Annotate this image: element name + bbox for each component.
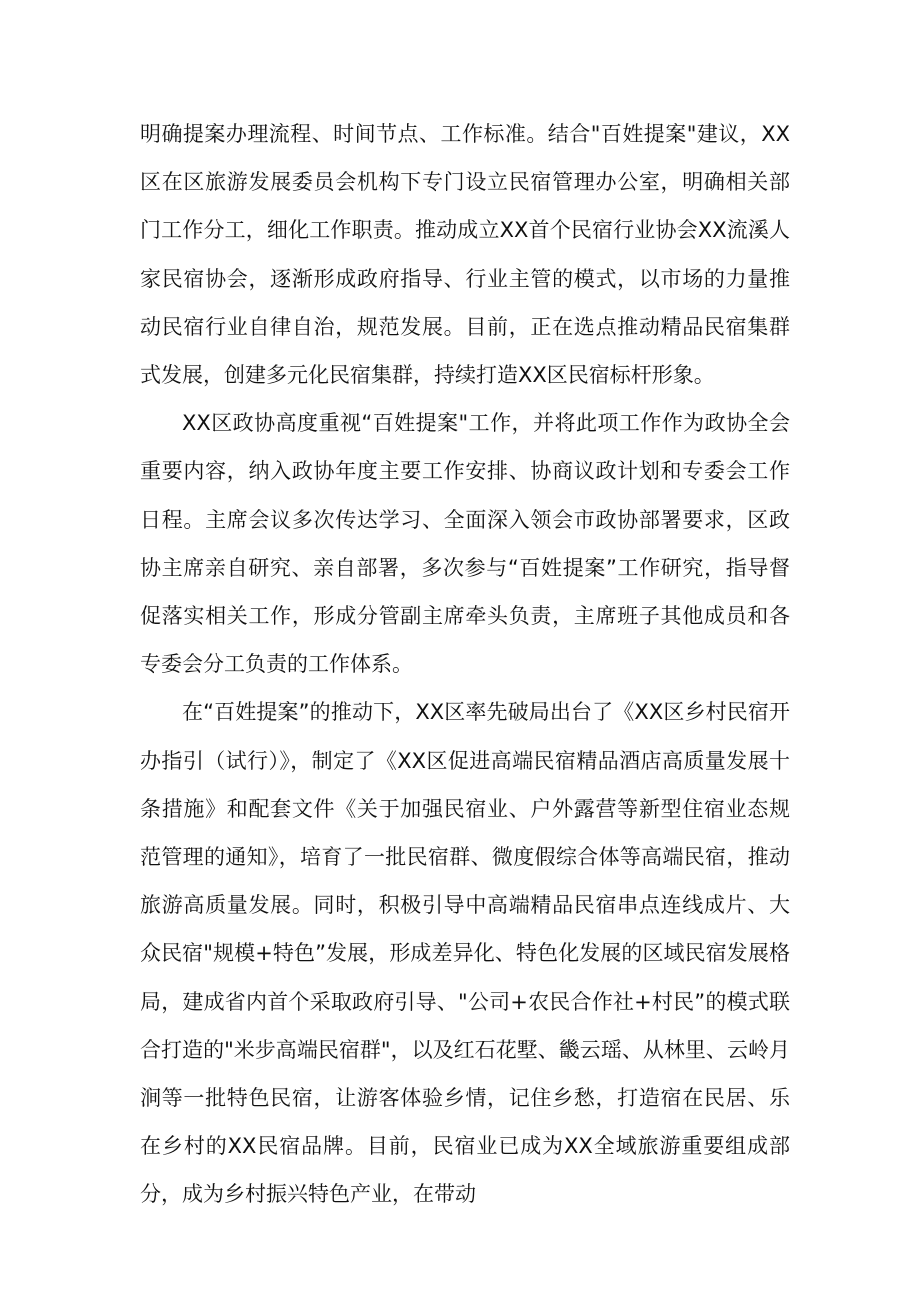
document-body [140,110,790,1219]
paragraph-3: 在“百姓提案”的推动下，XX区率先破局出台了《XX区乡村民宿开办指引（试行）》，制定了《XX区促进高端民宿精品酒店高质量发展十条措施》和配套文件《关于加强民宿业、户外露营等新型住宿业态规范管理的通知》，培育了一批民宿群、微度假综合体等高端民宿，推动旅游高质量发展。同时，积极引导中高端精品民宿串点连线成片、大众民宿"规模+特色”发展，形成差异化、特色化发展的区域民宿发展格局，建成省内首个采取政府引导、"公司+农民合作社+村民”的模式联合打造的"米步高端民宿群"，以及红石花墅、畿云瑶、从林里、云岭月涧等一批特色民宿，让游客体验乡情，记住乡愁，打造宿在民居、乐在乡村的XX民宿品牌。目前，民宿业已成为XX全域旅游重要组成部分，成为乡村振兴特色产业，在带动 [140,700,790,1207]
paragraph-2: XX区政协高度重视“百姓提案"工作，并将此项工作作为政协全会重要内容，纳入政协年度主要工作安排、协商议政计划和专委会工作日程。主席会议多次传达学习、全面深入领会市政协部署要求，区政协主席亲自研究、亲自部署，多次参与“百姓提案”工作研究，指导督促落实相关工作，形成分管副主席牵头负责，主席班子其他成员和各专委会分工负责的工作体系。 [140,411,790,677]
paragraph-1: 明确提案办理流程、时间节点、工作标准。结合"百姓提案"建议，XX区在区旅游发展委员会机构下专门设立民宿管理办公室，明确相关部门工作分工，细化工作职责。推动成立XX首个民宿行业协会XX流溪人家民宿协会，逐渐形成政府指导、行业主管的模式，以市场的力量推动民宿行业自律自治，规范发展。目前，正在选点推动精品民宿集群式发展，创建多元化民宿集群，持续打造XX区民宿标杆形象。 [140,122,790,388]
